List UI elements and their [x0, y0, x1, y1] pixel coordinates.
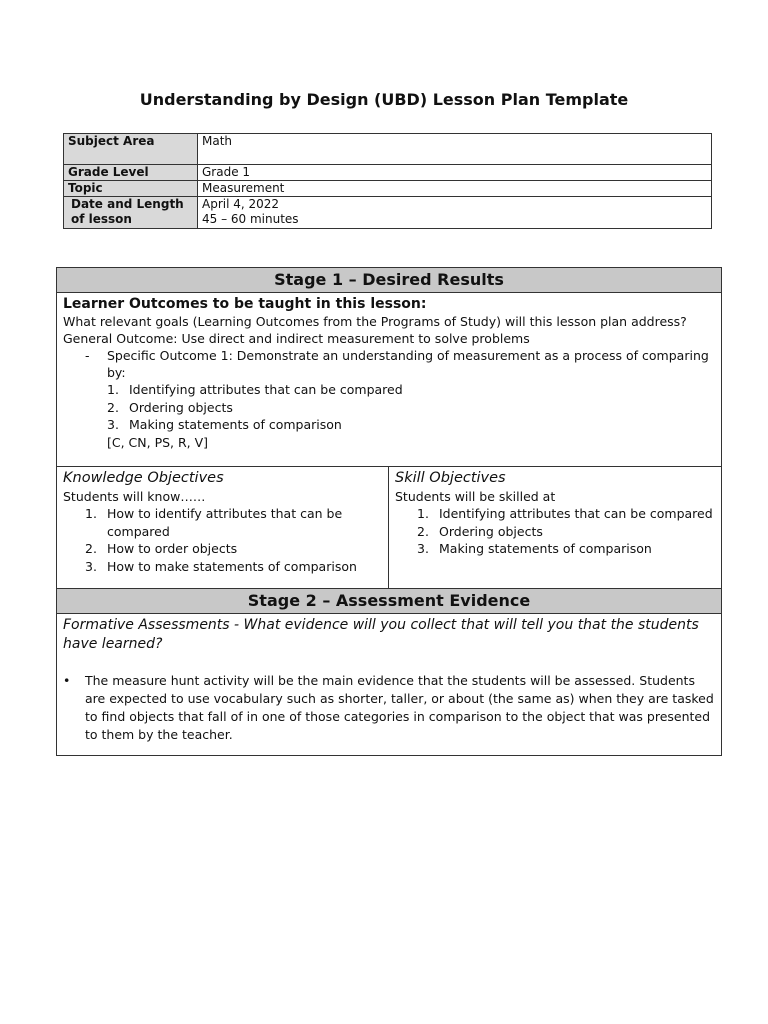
- list-item: [395, 540, 715, 558]
- subject-value: Math: [198, 134, 712, 165]
- evidence-bullet: [63, 672, 715, 744]
- list-item: [63, 540, 382, 558]
- subject-label: Subject Area: [64, 134, 198, 165]
- knowledge-objectives-cell: [57, 467, 389, 589]
- specific-outcome-list: [63, 381, 715, 434]
- list-item: [63, 381, 715, 399]
- page-title: Understanding by Design (UBD) Lesson Plan Template: [139, 90, 629, 109]
- formative-assessments-prompt: Formative Assessments - What evidence will you collect that will tell you that the students have learned?: [63, 617, 699, 652]
- topic-value: Measurement: [198, 181, 712, 197]
- date-value-cell: [198, 197, 712, 229]
- date-label-line1: Date and Length: [71, 197, 184, 211]
- stage1-heading: Stage 1 – Desired Results: [57, 268, 722, 293]
- skill-objectives-heading: Skill Objectives: [395, 470, 506, 486]
- item-number: 1.: [85, 506, 97, 521]
- specific-outcome: [63, 347, 715, 381]
- length-value: 45 – 60 minutes: [202, 212, 299, 226]
- lesson-info-table: [63, 133, 712, 229]
- list-item: [63, 505, 382, 540]
- stage2-heading: Stage 2 – Assessment Evidence: [57, 589, 722, 614]
- assessment-cell: [57, 614, 722, 756]
- item-text: Identifying attributes that can be compared: [439, 506, 713, 521]
- list-item: [395, 505, 715, 523]
- topic-label: Topic: [64, 181, 198, 197]
- knowledge-objectives-heading: Knowledge Objectives: [63, 470, 224, 486]
- date-label: [64, 197, 198, 229]
- objectives-row: [57, 467, 722, 589]
- goals-question: What relevant goals (Learning Outcomes from the Programs of Study) will this lesson plan address?: [63, 314, 687, 329]
- assessment-row: [57, 614, 722, 756]
- bullet-marker: •: [63, 673, 71, 688]
- date-value: April 4, 2022: [202, 197, 280, 211]
- date-row: [64, 197, 712, 229]
- item-number: 3.: [85, 558, 97, 574]
- list-item: [395, 523, 715, 541]
- topic-row: [64, 181, 712, 197]
- knowledge-list: [63, 505, 382, 575]
- item-text: Making statements of comparison: [439, 541, 652, 556]
- item-number: 2.: [107, 399, 119, 415]
- item-text: Ordering objects: [129, 399, 233, 415]
- knowledge-intro: Students will know……: [63, 489, 206, 504]
- skill-objectives-cell: [389, 467, 722, 589]
- item-number: 1.: [107, 382, 119, 397]
- item-number: 3.: [107, 417, 119, 432]
- grade-row: [64, 165, 712, 181]
- item-text: Making statements of comparison: [129, 417, 342, 432]
- skill-intro: Students will be skilled at: [395, 489, 556, 504]
- item-text: How to identify attributes that can be compared: [107, 506, 343, 539]
- item-text: How to order objects: [107, 541, 238, 556]
- grade-value: Grade 1: [198, 165, 712, 181]
- grade-label: Grade Level: [64, 165, 198, 181]
- item-text: How to make statements of comparison: [107, 558, 357, 574]
- learner-outcomes-row: [57, 293, 722, 467]
- process-codes: [C, CN, PS, R, V]: [107, 434, 209, 450]
- date-label-line2: of lesson: [71, 212, 132, 226]
- general-outcome: General Outcome: Use direct and indirect measurement to solve problems: [63, 331, 530, 346]
- evidence-text: The measure hunt activity will be the main evidence that the students will be assessed. Students are expected to use vocabulary such as shorter, taller, or about (the same as) when they are tasked to find objects that fall of in one of those categories in comparison to the object that was presented to them by the teacher.: [85, 673, 714, 742]
- item-number: 2.: [417, 523, 429, 539]
- outcomes-heading: Learner Outcomes to be taught in this lesson:: [63, 296, 427, 312]
- stage1-header-row: [57, 268, 722, 293]
- specific-outcome-text: Specific Outcome 1: Demonstrate an understanding of measurement as a process of comparing by:: [107, 348, 709, 380]
- item-number: 3.: [417, 541, 429, 556]
- item-text: Ordering objects: [439, 523, 543, 539]
- stage-table: [56, 267, 722, 756]
- item-number: 2.: [85, 541, 97, 556]
- dash-marker: -: [85, 348, 90, 363]
- stage2-header-row: [57, 589, 722, 614]
- learner-outcomes-cell: [57, 293, 722, 467]
- list-item: [63, 558, 382, 576]
- list-item: [63, 399, 715, 417]
- skill-list: [395, 505, 715, 558]
- subject-row: [64, 134, 712, 165]
- item-text: Identifying attributes that can be compared: [129, 382, 403, 397]
- item-number: 1.: [417, 506, 429, 521]
- list-item: [63, 416, 715, 434]
